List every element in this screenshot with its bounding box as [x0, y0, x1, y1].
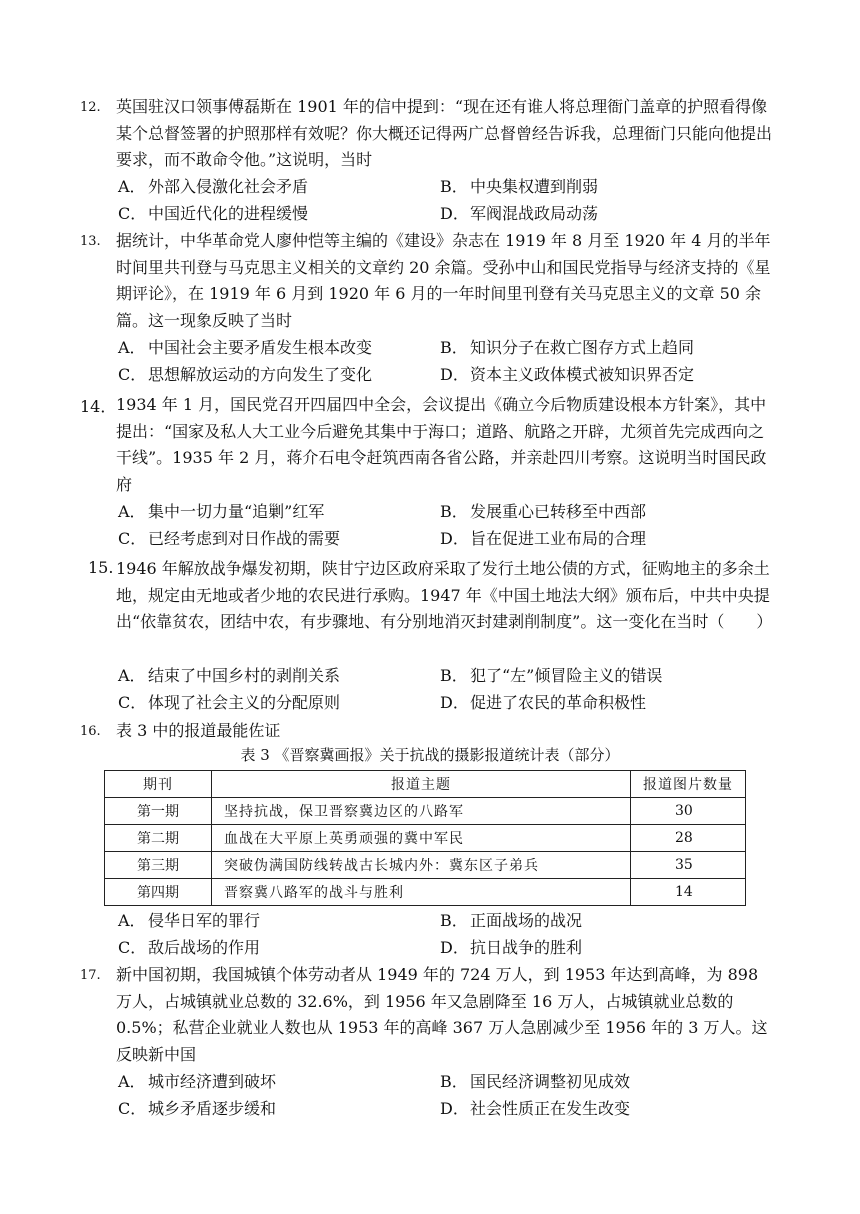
issue-cell: 第一期 — [105, 798, 212, 825]
table-row — [105, 852, 746, 879]
option-a[interactable]: A． 外部入侵激化社会矛盾 — [118, 177, 309, 196]
theme-cell: 突破伪满国防线转战古长城内外：冀东区子弟兵 — [212, 852, 631, 879]
issue-cell: 第二期 — [105, 825, 212, 852]
table-caption: 表 3 《晋察冀画报》关于抗战的摄影报道统计表（部分） — [240, 746, 620, 764]
theme-cell: 血战在大平原上英勇顽强的冀中军民 — [212, 825, 631, 852]
table-row — [105, 879, 746, 906]
option-a[interactable]: A． 中国社会主要矛盾发生根本改变 — [118, 338, 373, 357]
issue-cell: 第三期 — [105, 852, 212, 879]
option-a[interactable]: A． 结束了中国乡村的剥削关系 — [118, 666, 341, 685]
table-header-row — [105, 771, 746, 798]
report-statistics-table — [104, 770, 746, 906]
option-d[interactable]: D． 促进了农民的革命积极性 — [440, 692, 647, 712]
count-cell: 35 — [631, 852, 746, 879]
options — [118, 1069, 778, 1122]
option-b[interactable]: B． 犯了“左”倾冒险主义的错误 — [440, 666, 663, 685]
question-stem: 英国驻汉口领事傅磊斯在 1901 年的信中提到：“现在还有谁人将总理衙门盖章的护照看得像某个总督签署的护照那样有效呢？你大概还记得两广总督曾经告诉我，总理衙门只能向他提出要求，而不敢命令他。”这说明，当时 — [116, 97, 773, 169]
option-a[interactable]: A． 城市经济遭到破坏 — [118, 1072, 277, 1091]
option-b[interactable]: B． 发展重心已转移至中西部 — [440, 502, 647, 521]
option-d[interactable]: D． 抗日战争的胜利 — [440, 937, 583, 957]
question-stem: 新中国初期，我国城镇个体劳动者从 1949 年的 724 万人，到 1953 年达到高峰，为 898 万人，占城镇就业总数的 32.6%，到 1956 年又急剧降至 16 万人，占城镇就业总数的 0.5%；私营企业就业人数也从 1953 年的高峰 367 万人急剧减少至 1956 年的 3 万人。这反映新中国 — [116, 965, 768, 1064]
option-d[interactable]: D． 军阀混战政局动荡 — [440, 203, 599, 223]
option-c[interactable]: C． 中国近代化的进程缓慢 — [118, 203, 309, 223]
option-b[interactable]: B． 正面战场的战况 — [440, 911, 583, 930]
question-stem: 表 3 中的报道最能佐证 — [116, 721, 281, 740]
question-number: 13. — [80, 234, 101, 249]
options — [118, 335, 778, 388]
header-cell: 报道图片数量 — [631, 771, 746, 798]
option-d[interactable]: D． 资本主义政体模式被知识界否定 — [440, 364, 695, 384]
option-c[interactable]: C． 思想解放运动的方向发生了变化 — [118, 364, 373, 384]
option-a[interactable]: A． 侵华日军的罪行 — [118, 911, 261, 930]
question-number: 15. — [88, 558, 114, 577]
theme-cell: 晋察冀八路军的战斗与胜利 — [212, 879, 631, 906]
table-row — [105, 825, 746, 852]
question-number: 17. — [80, 968, 101, 983]
options — [118, 663, 778, 716]
question-number: 14． — [80, 397, 117, 416]
count-cell: 14 — [631, 879, 746, 906]
question-stem: 1946 年解放战争爆发初期，陕甘宁边区政府采取了发行土地公债的方式，征购地主的多余土地，规定由无地或者少地的农民进行承购。1947 年《中国土地法大纲》颁布后，中共中央提出“依靠贫农，团结中农，有步骤地、有分别地消灭封建剥削制度”。这一变化在当时（ ） — [116, 559, 773, 631]
question-number: 16. — [80, 724, 101, 739]
header-cell: 期刊 — [105, 771, 212, 798]
question-stem: 据统计，中华革命党人廖仲恺等主编的《建设》杂志在 1919 年 8 月至 1920 年 4 月的半年时间里共刊登与马克思主义相关的文章约 20 余篇。受孙中山和国民党指导与经济支持的《星期评论》，在 1919 年 6 月到 1920 年 6 月的一年时间里刊登有关马克思主义的文章 50 余篇。这一现象反映了当时 — [116, 231, 771, 330]
option-b[interactable]: B． 知识分子在救亡图存方式上趋同 — [440, 338, 695, 357]
count-cell: 28 — [631, 825, 746, 852]
option-a[interactable]: A． 集中一切力量“追剿”红军 — [118, 502, 325, 521]
question-stem: 1934 年 1 月，国民党召开四届四中全会，会议提出《确立今后物质建设根本方针案》，其中提出：“国家及私人大工业今后避免其集中于海口；道路、航路之开辟，尤须首先完成西向之干线”。1935 年 2 月，蒋介石电令赶筑西南各省公路，并亲赴四川考察。这说明当时国民政府 — [116, 395, 767, 494]
option-b[interactable]: B． 中央集权遭到削弱 — [440, 177, 599, 196]
table-row — [105, 798, 746, 825]
option-c[interactable]: C． 敌后战场的作用 — [118, 937, 261, 957]
option-c[interactable]: C． 已经考虑到对日作战的需要 — [118, 528, 341, 548]
options — [118, 499, 778, 552]
options — [118, 908, 778, 961]
option-b[interactable]: B． 国民经济调整初见成效 — [440, 1072, 631, 1091]
option-c[interactable]: C． 体现了社会主义的分配原则 — [118, 692, 341, 712]
option-d[interactable]: D． 社会性质正在发生改变 — [440, 1098, 631, 1118]
header-cell: 报道主题 — [212, 771, 631, 798]
option-d[interactable]: D． 旨在促进工业布局的合理 — [440, 528, 647, 548]
question-number: 12. — [80, 100, 101, 115]
options — [118, 174, 778, 227]
count-cell: 30 — [631, 798, 746, 825]
option-c[interactable]: C． 城乡矛盾逐步缓和 — [118, 1098, 277, 1118]
issue-cell: 第四期 — [105, 879, 212, 906]
theme-cell: 坚持抗战，保卫晋察冀边区的八路军 — [212, 798, 631, 825]
